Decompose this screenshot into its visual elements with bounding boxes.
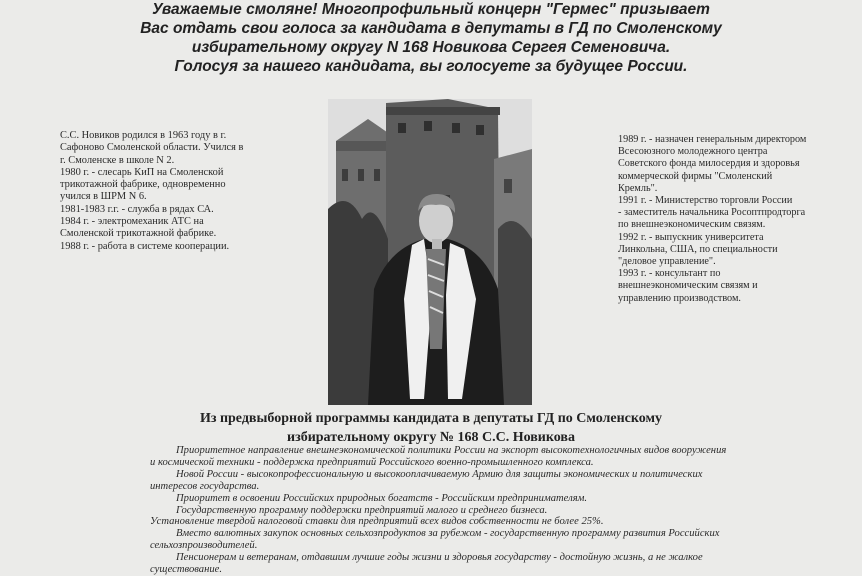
header-line: Голосуя за нашего кандидата, вы голосуете за будущее России. (174, 58, 688, 75)
program-line: существование. (150, 564, 222, 576)
program-line: Установление твердой налоговой ставки для предприятий всех видов собственности не более 25%. (150, 516, 604, 528)
bio-line: 1981-1983 г.г. - служба в рядах СА. (60, 203, 214, 215)
bio-line: Сафоново Смоленской области. Учился в (60, 142, 244, 154)
bio-line: - заместитель начальника Росоптпродторга (618, 207, 806, 219)
bio-line: 1989 г. - назначен генеральным директором (618, 134, 807, 145)
program-line: Приоритет в освоении Российских природных богатств - Российским предпринимателям. (176, 492, 588, 504)
program-title (120, 409, 742, 447)
bio-line: 1992 г. - выпускник университета (618, 231, 764, 243)
bio-line: трикотажной фабрике, одновременно (60, 179, 226, 191)
header-line: Уважаемые смоляне! Многопрофильный концерн "Гермес" призывает (152, 1, 710, 18)
program-text (150, 445, 790, 576)
bio-line: 1980 г. - слесарь КиП на Смоленской (60, 166, 224, 178)
bio-line: управлению производством. (618, 292, 741, 304)
program-line: Государственную программу поддержки предприятий малого и среднего бизнеса. (176, 504, 548, 516)
bio-line: г. Смоленске в школе N 2. (60, 154, 175, 166)
program-line: Новой России - высокопрофессиональную и высокооплачиваемую Армию для защиты экономических и политических (176, 468, 703, 480)
biography-right-column (618, 134, 830, 305)
bio-line: С.С. Новиков родился в 1963 году в г. (60, 130, 227, 141)
program-line: интересов государства. (150, 480, 260, 492)
bio-line: Кремль". (618, 182, 658, 194)
program-line: сельхозпроизводителей. (150, 540, 258, 552)
bio-line: 1991 г. - Министерство торговли России (618, 195, 793, 207)
bio-line: Смоленской трикотажной фабрике. (60, 228, 217, 240)
program-line: Пенсионерам и ветеранам, отдавшим лучшие годы жизни и здоровья государству - достойную жизнь, а не жалкое (176, 552, 703, 564)
bio-line: Советского фонда милосердия и здоровья (618, 158, 800, 170)
bio-line: внешнеэкономическим связям и (618, 280, 758, 292)
program-title-line: Из предвыборной программы кандидата в депутаты ГД по Смоленскому (199, 411, 663, 426)
bio-line: Линкольна, США, по специальности (618, 243, 778, 255)
bio-line: 1993 г. - консультант по (618, 268, 721, 280)
program-line: Вместо валютных закупок основных сельхозпродуктов за рубежом - государственную программу развития Российских (176, 528, 720, 540)
header-line: Вас отдать свои голоса за кандидата в депутаты в ГД по Смоленскому (140, 20, 722, 37)
program-line: Приоритетное направление внешнеэкономической политики России на экспорт высокотехнологичных видов вооружения (176, 445, 727, 456)
appeal-header (60, 0, 802, 76)
biography-left-column (60, 130, 270, 253)
candidate-photo (328, 99, 532, 405)
bio-line: 1984 г. - электромеханик АТС на (60, 216, 204, 228)
bio-line: по внешнеэкономическим связям. (618, 219, 766, 231)
bio-line: "деловое управление". (618, 256, 716, 268)
bio-line: учился в ШРМ N 6. (60, 191, 147, 203)
header-line: избирательному округу N 168 Новикова Сергея Семеновича. (191, 39, 671, 56)
program-title-line: избирательному округу № 168 С.С. Новикова (287, 430, 575, 445)
bio-line: Всесоюзного молодежного центра (618, 146, 768, 158)
bio-line: 1988 г. - работа в системе кооперации. (60, 240, 230, 252)
program-line: и космической техники - поддержка предприятий Российского военно-промышленного комплекса. (150, 456, 594, 468)
bio-line: коммерческой фирмы "Смоленский (618, 170, 773, 182)
